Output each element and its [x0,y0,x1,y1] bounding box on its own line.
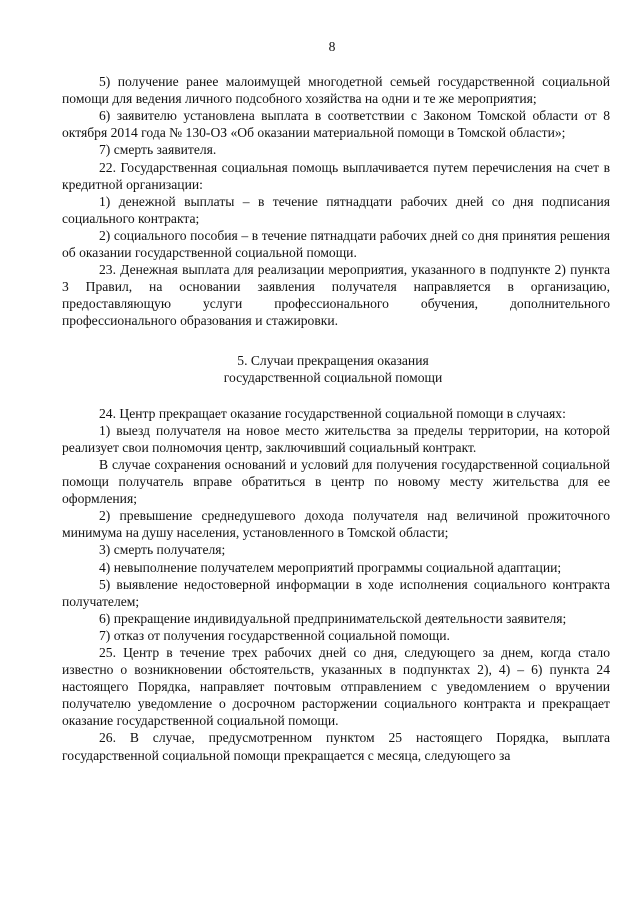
paragraph-24-2: 2) превышение среднедушевого дохода получателя над величиной прожиточного минимума на душу населения, установленного в Томской области; [62,508,610,541]
paragraph-23: 23. Денежная выплата для реализации мероприятия, указанного в подпункте 2) пункта 3 Правил, на основании заявления получателя направляется в организацию, предоставляющую услуги профессионального обучения, дополнительного профессионального образования и стажировки. [62,262,610,329]
paragraph-22: 22. Государственная социальная помощь выплачивается путем перечисления на счет в кредитной организации: [62,159,610,192]
paragraph-21-5: 5) получение ранее малоимущей многодетной семьей государственной социальной помощи для ведения личного подсобного хозяйства на одни и те же мероприятия; [62,74,610,107]
paragraph-24-1-note: В случае сохранения оснований и условий для получения государственной социальной помощи получатель вправе обратиться в центр по новому месту жительства для ее оформления; [62,456,610,507]
section-heading-line-1: 5. Случаи прекращения оказания [237,352,429,368]
paragraph-24: 24. Центр прекращает оказание государственной социальной помощи в случаях: [99,405,566,421]
paragraph-25: 25. Центр в течение трех рабочих дней со дня, следующего за днем, когда стало известно о возникновении обстоятельств, указанных в подпунктах 2), 4) – 6) пункта 24 настоящего Порядка, направляет почтовым отправлением с уведомлением о вручении получателю уведомление о досрочном расторжении социального контракта и прекращает оказание государственной социальной помощи. [62,645,610,729]
section-heading [62,352,610,386]
paragraph-24-1: 1) выезд получателя на новое место жительства за пределы территории, на которой реализует свои полномочия центр, заключивший социальный контракт. [62,422,610,455]
paragraph-22-2: 2) социального пособия – в течение пятнадцати рабочих дней со дня принятия решения об оказании государственной социальной помощи. [62,227,610,261]
paragraph-24-3: 3) смерть получателя; [99,542,226,558]
paragraphs-before-section [62,73,610,329]
paragraph-24-5: 5) выявление недостоверной информации в ходе исполнения социального контракта получателем; [62,576,610,609]
paragraphs-after-section [62,405,610,764]
section-heading-line-2: государственной социальной помощи [223,369,443,385]
paragraph-24-4: 4) невыполнение получателем мероприятий программы социальной адаптации; [99,559,562,575]
paragraph-24-6: 6) прекращение индивидуальной предпринимательской деятельности заявителя; [99,610,567,626]
paragraph-22-1: 1) денежной выплаты – в течение пятнадцати рабочих дней со дня подписания социального контракта; [62,193,610,226]
paragraph-24-7: 7) отказ от получения государственной социальной помощи. [99,627,450,643]
page-number: 8 [328,39,336,54]
paragraph-21-6: 6) заявителю установлена выплата в соответствии с Законом Томской области от 8 октября 2014 года № 130-ОЗ «Об оказании материальной помощи в Томской области»; [62,108,610,141]
paragraph-21-7: 7) смерть заявителя. [99,142,217,158]
paragraph-26: 26. В случае, предусмотренном пунктом 25 настоящего Порядка, выплата государственной социальной помощи прекращается с месяца, следующего за [62,730,610,763]
